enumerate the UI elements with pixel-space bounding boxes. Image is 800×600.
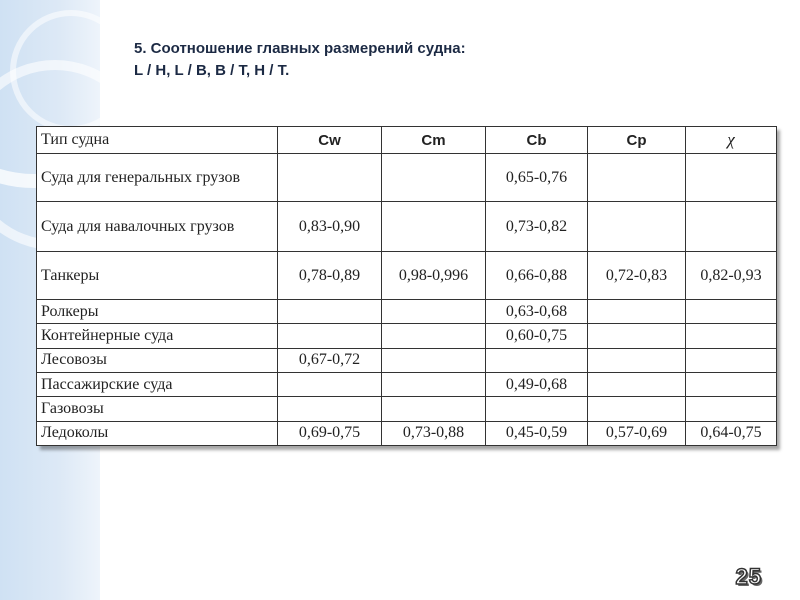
cell-cp: 0,72-0,83 [588, 252, 686, 300]
table-header-row [37, 127, 777, 154]
cell-cw: 0,69-0,75 [278, 421, 382, 445]
cell-cb: 0,66-0,88 [486, 252, 588, 300]
cell-cm: 0,98-0,996 [382, 252, 486, 300]
header-chi: χ [686, 127, 777, 154]
cell-cm [382, 300, 486, 324]
cell-ship-type: Суда для генеральных грузов [37, 154, 278, 202]
cell-cb [486, 397, 588, 421]
page-number: 25 [735, 564, 762, 589]
header-cp: Cp [588, 127, 686, 154]
cell-chi [686, 300, 777, 324]
cell-cm [382, 348, 486, 372]
cell-cw [278, 154, 382, 202]
cell-cp [588, 202, 686, 252]
table-row [37, 397, 777, 421]
cell-cm [382, 202, 486, 252]
title-line-2: L / H, L / B, B / T, H / T. [134, 62, 290, 79]
cell-chi: 0,82-0,93 [686, 252, 777, 300]
cell-ship-type: Танкеры [37, 252, 278, 300]
cell-cp [588, 324, 686, 348]
cell-ship-type: Ледоколы [37, 421, 278, 445]
ship-coefficients-table [36, 126, 777, 446]
cell-cp: 0,57-0,69 [588, 421, 686, 445]
table-row [37, 300, 777, 324]
cell-cp [588, 397, 686, 421]
cell-cb: 0,65-0,76 [486, 154, 588, 202]
cell-cb [486, 348, 588, 372]
title-line-1: 5. Соотношение главных размерений судна: [134, 40, 466, 57]
table-row [37, 348, 777, 372]
cell-chi [686, 154, 777, 202]
cell-cm [382, 372, 486, 396]
cell-cp [588, 372, 686, 396]
header-cw: Cw [278, 127, 382, 154]
cell-ship-type: Лесовозы [37, 348, 278, 372]
cell-chi: 0,64-0,75 [686, 421, 777, 445]
slide-title [134, 38, 466, 82]
table-row [37, 252, 777, 300]
cell-cb: 0,63-0,68 [486, 300, 588, 324]
table-row [37, 154, 777, 202]
cell-cp [588, 300, 686, 324]
cell-chi [686, 372, 777, 396]
cell-cb: 0,73-0,82 [486, 202, 588, 252]
table-row [37, 202, 777, 252]
cell-cm [382, 154, 486, 202]
header-cb: Cb [486, 127, 588, 154]
table-row [37, 324, 777, 348]
cell-cm: 0,73-0,88 [382, 421, 486, 445]
cell-chi [686, 397, 777, 421]
cell-cw: 0,78-0,89 [278, 252, 382, 300]
table-row [37, 372, 777, 396]
cell-ship-type: Контейнерные суда [37, 324, 278, 348]
cell-cw [278, 397, 382, 421]
cell-cb: 0,45-0,59 [486, 421, 588, 445]
cell-cb: 0,49-0,68 [486, 372, 588, 396]
decorative-ring [10, 10, 132, 132]
cell-cw: 0,83-0,90 [278, 202, 382, 252]
table-row [37, 421, 777, 445]
cell-chi [686, 348, 777, 372]
cell-ship-type: Суда для навалочных грузов [37, 202, 278, 252]
cell-ship-type: Пассажирские суда [37, 372, 278, 396]
cell-cp [588, 348, 686, 372]
cell-cm [382, 397, 486, 421]
header-ship-type: Тип судна [37, 127, 278, 154]
cell-cb: 0,60-0,75 [486, 324, 588, 348]
cell-cw [278, 372, 382, 396]
cell-cw [278, 324, 382, 348]
header-cm: Cm [382, 127, 486, 154]
cell-ship-type: Ролкеры [37, 300, 278, 324]
cell-cp [588, 154, 686, 202]
cell-cm [382, 324, 486, 348]
ship-coefficients-table-container [36, 126, 776, 446]
cell-chi [686, 324, 777, 348]
cell-cw [278, 300, 382, 324]
cell-cw: 0,67-0,72 [278, 348, 382, 372]
cell-chi [686, 202, 777, 252]
cell-ship-type: Газовозы [37, 397, 278, 421]
